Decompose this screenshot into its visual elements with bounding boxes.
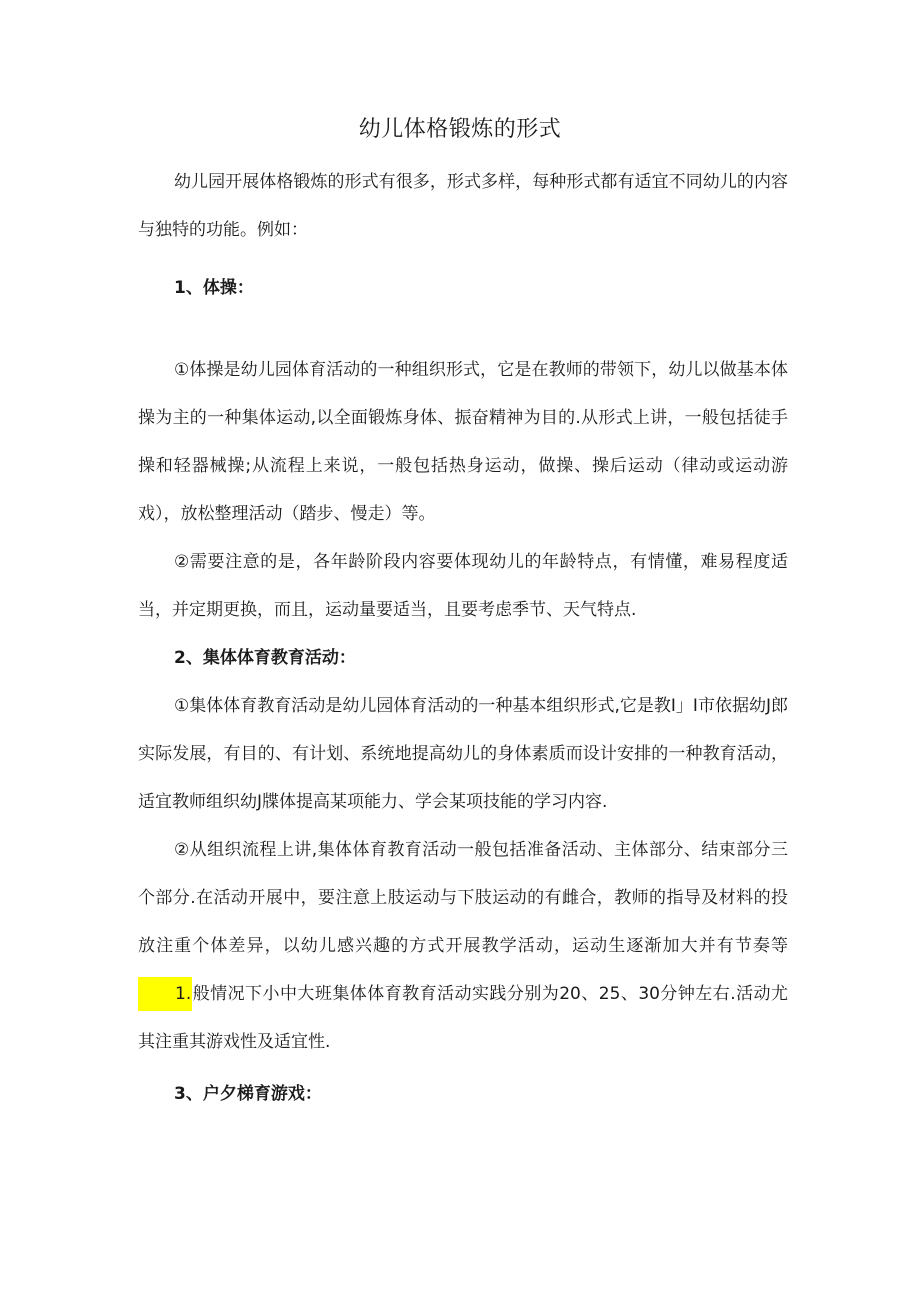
highlighted-text: 1. [138, 977, 192, 1011]
section-3-heading: 3、户夕梯育游戏： [174, 1084, 322, 1104]
document-title: 幼儿体格锻炼的形式 [358, 117, 562, 142]
intro-paragraph: 幼儿园开展体格锻炼的形式有很多，形式多样，每种形式都有适宜不同幼儿的内容与独特的功能。例如： [138, 172, 788, 240]
section-1-heading: 1、体操： [174, 278, 254, 298]
section-2-paragraph-2-text-a: ②从组织流程上讲,集体体育教育活动一般包括准备活动、主体部分、结束部分三个部分.在活动开展中，要注意上肢运动与下肢运动的有雌合，教师的指导及材料的投放注重个体差异，以幼儿感兴趣的方式开展教学活动，运动生逐渐加大并有节奏等 [138, 840, 788, 956]
section-1-paragraph-1: ①体操是幼儿园体育活动的一种组织形式，它是在教师的带领下，幼儿以做基本体操为主的一种集体运动,以全面锻炼身体、振奋精神为目的.从形式上讲，一般包括徒手操和轻器械操;从流程上来说，一般包括热身运动，做操、操后运动（律动或运动游戏），放松整理活动（踏步、慢走）等。 [138, 360, 788, 524]
section-1-paragraph-2: ②需要注意的是，各年龄阶段内容要体现幼儿的年龄特点，有情懂，难易程度适当，并定期更换，而且，运动量要适当，且要考虑季节、天气特点. [138, 552, 788, 620]
section-2-paragraph-2-text-b: 般情况下小中大班集体体育教育活动实践分别为20、25、30分钟左右.活动尤其注重其游戏性及适宜性. [138, 984, 788, 1052]
section-2-paragraph-1: ①集体体育教育活动是幼儿园体育活动的一种基本组织形式,它是教I」I市依据幼J郎实际发展，有目的、有计划、系统地提高幼儿的身体素质而设计安排的一种教育活动，适宜教师组织幼J牒体提高某项能力、学会某项技能的学习内容. [138, 696, 788, 812]
section-2-paragraph-2 [138, 826, 788, 1066]
section-2-heading: 2、集体体育教育活动： [174, 648, 356, 668]
